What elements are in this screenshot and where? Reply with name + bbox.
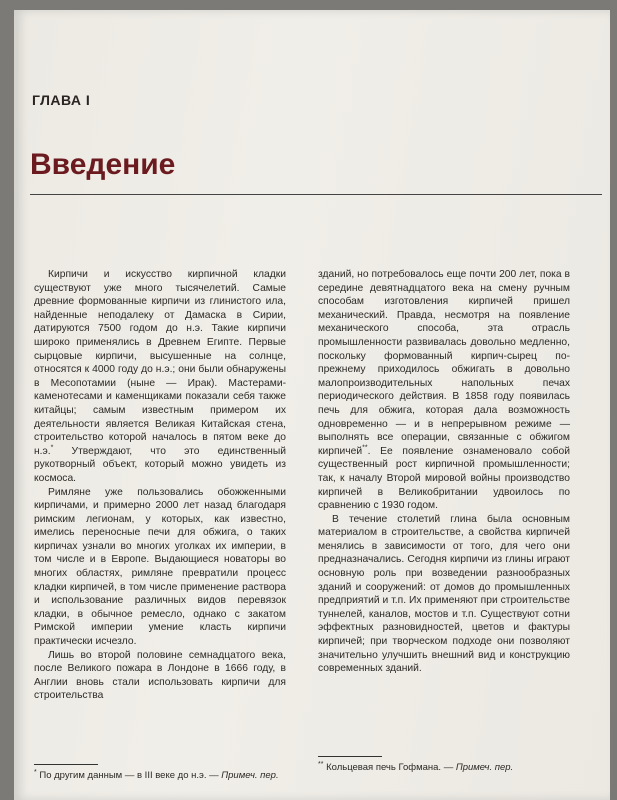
- paragraph: Римляне уже пользовались обожженными кирпичами, и примерно 2000 лет назад благодаря римским легионам, у которых, как известно, имелись переносные печи для обжига, о таких кирпичах узнали во многих уголках их империи, в том числе и в Европе. Выдающиеся новаторы во многих областях, римляне превратили процесс кладки кирпичей, в том числе применение раствора и использование различных видов перевязок кладки, в обычное ремесло, однако с закатом Римской империи умение класть кирпичи практически исчезло.: [34, 486, 286, 648]
- title-divider: [30, 194, 602, 195]
- footnote-right: ** Кольцевая печь Гофмана. — Примеч. пер.: [318, 760, 514, 773]
- footnote-divider: [318, 756, 382, 757]
- paragraph: зданий, но потребовалось еще почти 200 лет, пока в середине девятнадцатого века на смену ручным способам изготовления кирпичей пришел механический. Правда, несмотря на появление механического способа, эта отрасль промышленности развивалась довольно медленно, поскольку формованный кирпич-сырец по-прежнему приходилось обжигать в довольно малопроизводительных напольных печах периодического действия. В 1858 году появилась печь для обжига, которая дала возможность одновременно — и в непрерывном режиме — выполнять все операции, связанные с обжигом кирпичей**. Ее появление ознаменовало собой существенный рост кирпичной промышленности; так, к началу Второй мировой войны производство кирпичей в Великобритании удвоилось по сравнению с 1930 годом.: [318, 269, 570, 512]
- paragraph: В течение столетий глина была основным материалом в строительстве, а свойства кирпичей менялись в зависимости от того, для чего они предназначались. Сегодня кирпичи из глины играют основную роль при возведении разнообразных зданий и сооружений: от домов до промышленных предприятий и т.п. Их применяют при строительстве туннелей, каналов, мостов и т.п. Существуют сотни эффектных разновидностей, цветов и фактуры кирпичей; при творческом подходе они позволяют значительно улучшить внешний вид и конструкцию современных зданий.: [318, 513, 570, 675]
- footnote-left: * По другим данным — в III веке до н.э. — Примеч. пер.: [34, 768, 279, 781]
- paragraph: Лишь во второй половине семнадцатого века, после Великого пожара в Лондоне в 1666 году, в Англии вновь стали использовать кирпичи для строительства: [34, 649, 286, 702]
- chapter-title: Введение: [30, 148, 176, 181]
- paragraph: Кирпичи и искусство кирпичной кладки существуют уже много тысячелетий. Самые древние формованные кирпичи из глинистого ила, найденные неподалеку от Дамаска в Сирии, датируются 7500 годом до н.э. Такие кирпичи широко применялись в Древнем Египте. Первые сырцовые кирпичи, высушенные на солнце, относятся к 4000 году до н.э.; они были обнаружены в Месопотамии (ныне — Ирак). Мастерами-каменотесами и каменщиками показали себя также китайцы; самым известным примером их деятельности является Великая Китайская стена, строительство которой началось в пятом веке до н.э.* Утверждают, что это единственный рукотворный объект, который можно увидеть из космоса.: [34, 269, 286, 484]
- chapter-label: ГЛАВА I: [32, 92, 91, 108]
- right-column: [318, 268, 570, 676]
- footnote-divider: [34, 764, 98, 765]
- left-column: [34, 268, 286, 703]
- book-page: [14, 10, 610, 800]
